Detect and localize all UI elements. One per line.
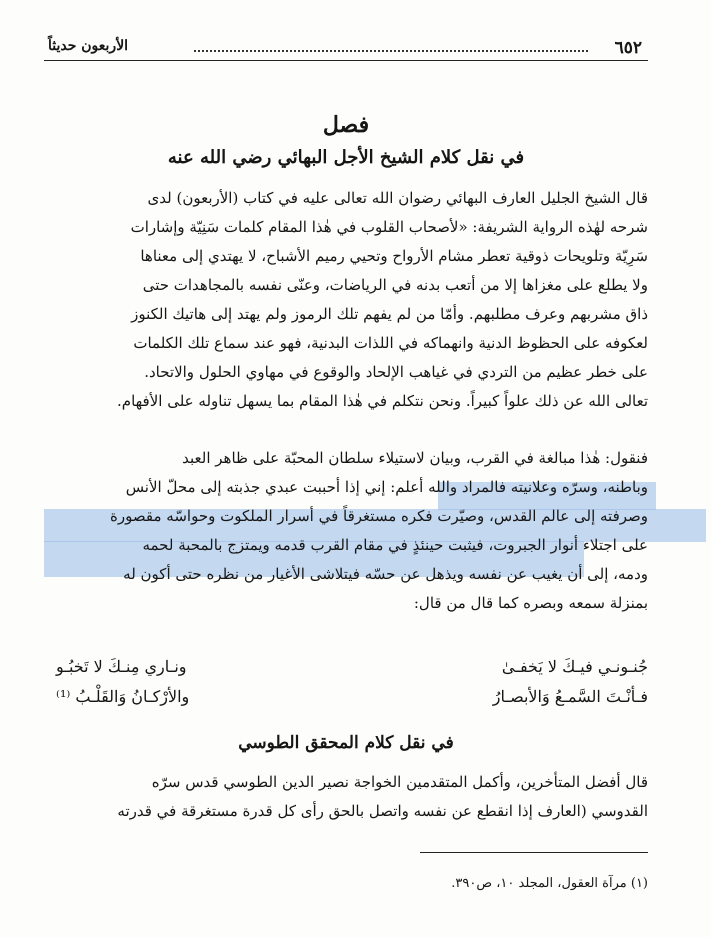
verse-second-hemistich: ونـاري مِنـكَ لا تَخبُـو <box>56 657 187 676</box>
text-line: تعالى الله عن ذلك علواً كبيراً. ونحن نتكلم في هٰذا المقام بما يسهل تناوله على الأفهام. <box>117 392 648 410</box>
text-line: بمنزلة سمعه وبصره كما قال من قال: <box>413 594 648 612</box>
page-header <box>44 34 648 61</box>
section-title: فصل <box>322 112 370 138</box>
verse-row <box>56 652 648 682</box>
text-line: لعكوفه على الحظوظ الدنية وانهماكه في اللذات البدنية، فهو عند سماع تلك الكلمات <box>133 334 648 352</box>
verse-first-hemistich: فـأنْـتَ السَّمـعُ وَالأبصـارُ <box>492 687 648 706</box>
text-line[interactable]: على اجتلاء أنوار الجبروت، فيثبت حينئذٍ في مقام القرب قدمه ويمتزج بالمحبة لحمه <box>142 536 648 554</box>
verse-first-hemistich: جُنـونـي فيـكَ لا يَخفـىٰ <box>501 657 648 676</box>
verse-second-hemistich: والأرْكـانُ وَالقَلْـبُ ⁽¹⁾ <box>56 687 190 706</box>
section-heading-tusi: في نقل كلام المحقق الطوسي <box>238 733 454 753</box>
header-dotted-leader <box>194 50 588 52</box>
paragraph-explanation[interactable] <box>44 444 648 618</box>
text-line: ولا يطلع على مغزاها إلا من أتعب بدنه في الرياضات، وعنّى نفسه بالمجاهدات حتى <box>142 276 648 294</box>
text-line: ذاق مشربهم وعرف مطلبهم. وأمّا من لم يفهم تلك الرموز ولم يهتد إلى هاتيك الكنوز <box>131 305 648 323</box>
text-line[interactable]: وصرفته إلى عالم القدس، وصيّرت فكره مستغرقاً في أسرار الملكوت وحواسّه مقصورة <box>110 507 648 525</box>
text-line: القدوسي (العارف إذا انقطع عن نفسه واتصل بالحق رأى كل قدرة مستغرقة في قدرته <box>117 802 648 820</box>
running-title: الأربعون حديثاً <box>48 38 129 54</box>
verse-row <box>56 682 648 712</box>
text-line: ودمه، إلى أن يغيب عن نفسه ويذهل عن حسّه فيتلاشى الأغيار من نظره حتى أكون له <box>123 565 648 583</box>
section-subtitle: في نقل كلام الشيخ الأجل البهائي رضي الله عنه <box>167 147 525 168</box>
text-line: شرحه لهٰذه الرواية الشريفة: «لأصحاب القلوب في هٰذا المقام كلمات سَنِيّة وإشارات <box>130 218 648 236</box>
footnote-separator <box>420 852 648 853</box>
text-line: سَرِيّة وتلويحات ذوقية تعطر مشام الأرواح وتحيي رميم الأشباح، لا يهتدي إلى معناها <box>140 247 648 265</box>
text-line: فنقول: هٰذا مبالغة في القرب، وبيان لاستيلاء سلطان المحبّة على ظاهر العبد <box>182 449 648 467</box>
text-line: قال أفضل المتأخرين، وأكمل المتقدمين الخواجة نصير الدين الطوسي قدس سرّه <box>151 773 648 791</box>
footnote: (١) مرآة العقول، المجلد ١٠، ص٣٩٠. <box>451 876 648 891</box>
text-line: على خطر عظيم من التردي في غياهب الإلحاد والوقوع في مهاوي الحلول والاتحاد. <box>144 363 648 381</box>
paragraph-bahai-quote <box>44 184 648 416</box>
paragraph-tusi-quote <box>44 768 648 826</box>
text-line[interactable]: وباطنه، وسرّه وعلانيته فالمراد والله أعلم: إني إذا أحببت عبدي جذبته إلى محلّ الأنس <box>125 478 648 496</box>
text-line: قال الشيخ الجليل العارف البهائي رضوان الله تعالى عليه في كتاب (الأربعون) لدى <box>147 189 648 207</box>
poem-verses <box>56 652 648 712</box>
page-number: ٦٥٢ <box>614 38 642 58</box>
